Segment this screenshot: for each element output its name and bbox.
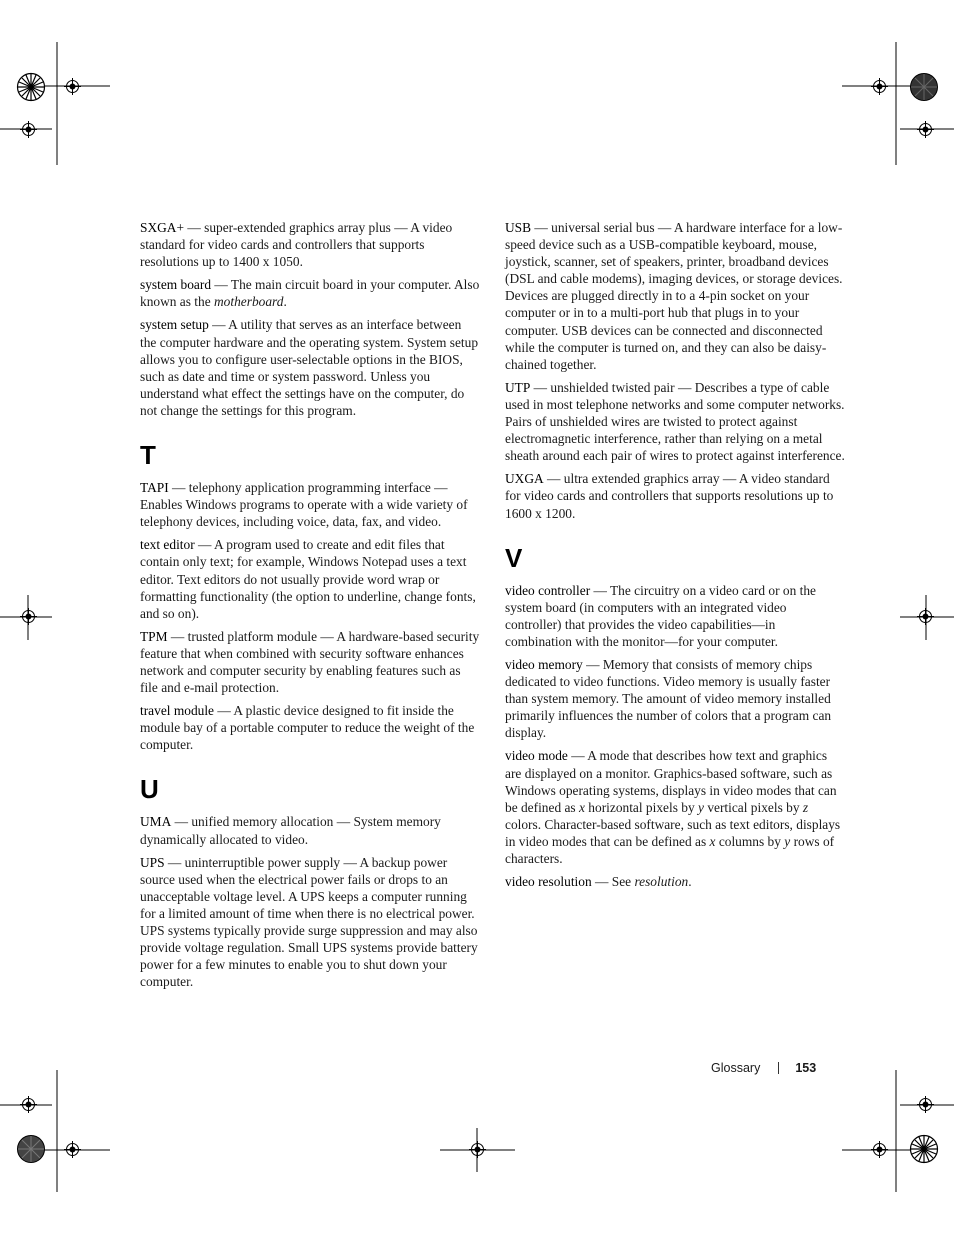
glossary-definition: — universal serial bus — A hardware interface for a low-speed device such as a USB-compatible keyboard, mouse, joystick, scanner, set of speakers, printer, broadband devices (DSL and cable modems), imaging devices, or storage devices. Devices are plugged directly in to a 4-pin socket on your computer or in to a multi-port hub that plugs in to your computer. USB devices can be connected and disconnected while the computer is turned on, and they can also be daisy-chained together.	[505, 220, 843, 372]
registration-crosshair	[20, 1096, 37, 1118]
variable-y: y	[698, 799, 704, 815]
registration-crosshair	[64, 78, 81, 100]
starburst-target	[16, 1134, 46, 1169]
glossary-definition: — super-extended graphics array plus — A video standard for video cards and controllers that supports resolutions up to 1400 x 1050.	[140, 220, 453, 270]
footer-section-label: Glossary	[711, 1061, 761, 1075]
glossary-definition: — telephony application programming interface — Enables Windows programs to operate with a wide variety of telephony devices, including voice, data, fax, and video.	[140, 480, 468, 530]
glossary-entry	[140, 219, 480, 270]
variable-z: z	[802, 799, 809, 815]
glossary-definition: rows of characters.	[505, 833, 835, 866]
registration-crosshair	[917, 1096, 934, 1118]
registration-crosshair	[917, 608, 934, 630]
glossary-definition: horizontal pixels by	[584, 799, 699, 815]
glossary-term: UPS	[140, 854, 165, 870]
glossary-term: UTP	[505, 379, 531, 395]
glossary-term: text editor	[140, 537, 195, 553]
glossary-entry	[140, 628, 480, 696]
glossary-entry	[140, 813, 480, 847]
footer-divider	[778, 1062, 779, 1074]
registration-crosshair	[469, 1141, 486, 1163]
glossary-entry	[140, 479, 480, 530]
glossary-definition: — trusted platform module — A hardware-based security feature that when combined with security software enhances network and computer security by enabling features such as file and e-mail protection.	[140, 628, 480, 696]
page-number: 153	[795, 1061, 817, 1075]
glossary-term: video controller	[505, 582, 591, 598]
starburst-target	[16, 72, 46, 107]
glossary-term: system board	[140, 277, 212, 293]
glossary-term: SXGA+	[140, 220, 185, 235]
registration-crosshair	[64, 1141, 81, 1163]
section-heading-t: T	[140, 440, 156, 471]
registration-crosshair	[871, 78, 888, 100]
right-column	[505, 219, 845, 896]
glossary-entry	[505, 656, 845, 741]
starburst-target	[909, 1134, 939, 1169]
registration-crosshair	[20, 121, 37, 143]
glossary-term: UMA	[140, 814, 172, 830]
glossary-definition: — See	[591, 874, 635, 890]
glossary-term: TAPI	[140, 480, 169, 496]
left-column	[140, 219, 480, 996]
page-footer	[711, 1061, 816, 1075]
glossary-term: video resolution	[505, 874, 592, 890]
section-heading-v: V	[505, 542, 523, 573]
glossary-definition: — uninterruptible power supply — A backup power source used when the electrical power fails or drops to an unacceptable voltage level. A UPS keeps a computer running for a limited amount of time when there is no electrical power. UPS systems typically provide surge suppression and may also provide voltage regulation. Small UPS systems provide battery power for a few minutes to enable you to shut down your computer.	[140, 854, 478, 990]
glossary-reference: motherboard	[214, 294, 284, 310]
glossary-entry	[505, 582, 845, 650]
glossary-definition: — ultra extended graphics array — A video standard for video cards and controllers that supports resolutions up to 1600 x 1200.	[505, 471, 834, 521]
glossary-entry	[505, 747, 845, 867]
glossary-entry	[140, 702, 480, 753]
glossary-definition: vertical pixels by	[703, 799, 803, 815]
glossary-term: system setup	[140, 317, 209, 333]
registration-crosshair	[917, 121, 934, 143]
glossary-definition: columns by	[715, 833, 785, 849]
glossary-entry	[140, 536, 480, 621]
glossary-entry	[505, 470, 845, 521]
glossary-definition: colors. Character-based software, such as text editors, displays in video modes that can be defined as	[505, 816, 841, 849]
glossary-definition: — A plastic device designed to fit inside the module bay of a portable computer to reduce the weight of the computer.	[140, 703, 475, 753]
glossary-definition: — A mode that describes how text and graphics are displayed on a monitor. Graphics-based software, such as Windows operating systems, displays in video modes that can be defined as	[505, 748, 837, 815]
glossary-reference: resolution	[634, 874, 689, 890]
glossary-entry	[140, 854, 480, 991]
glossary-definition: — The circuitry on a video card or on the system board (in computers with an integrated video controller) that provides the video capabilities—in combination with the monitor—for your computer.	[505, 582, 816, 649]
glossary-term: UXGA	[505, 471, 544, 487]
glossary-definition: — The main circuit board in your computer. Also known as the	[140, 277, 480, 310]
section-heading-u: U	[140, 774, 159, 805]
glossary-entry	[505, 219, 845, 373]
glossary-term: USB	[505, 220, 532, 235]
glossary-entry	[140, 316, 480, 419]
glossary-entry	[140, 276, 480, 310]
variable-y: y	[784, 833, 791, 849]
variable-x: x	[709, 833, 716, 849]
glossary-term: TPM	[140, 628, 168, 644]
glossary-definition-tail: .	[283, 294, 287, 310]
glossary-definition-tail: .	[688, 874, 692, 890]
glossary-term: video memory	[505, 656, 583, 672]
glossary-entry	[505, 379, 845, 464]
glossary-definition: — unified memory allocation — System memory dynamically allocated to video.	[140, 814, 441, 847]
registration-crosshair	[871, 1141, 888, 1163]
glossary-definition: — unshielded twisted pair — Describes a type of cable used in most telephone networks and some computer networks. Pairs of unshielded wires are twisted to protect against electromagnetic interference, rather than relying on a metal sheath around each pair of wires to protect against interference.	[505, 379, 845, 464]
glossary-entry	[505, 873, 845, 890]
glossary-definition: — Memory that consists of memory chips dedicated to video functions. Video memory is usually faster than system memory. The amount of video memory installed primarily influences the number of colors that a program can display.	[505, 656, 832, 741]
glossary-definition: — A program used to create and edit files that contain only text; for example, Windows Notepad uses a text editor. Text editors do not usually provide word wrap or formatting functionality (the option to underline, change fonts, and so on).	[140, 537, 476, 621]
registration-crosshair	[20, 608, 37, 630]
glossary-definition: — A utility that serves as an interface between the computer hardware and the operating system. System setup allows you to configure user-selectable options in the BIOS, such as date and time or system password. Unless you understand what effect the settings have on the computer, do not change the settings for this program.	[140, 317, 479, 418]
variable-x: x	[579, 799, 585, 815]
starburst-target	[909, 72, 939, 107]
glossary-term: travel module	[140, 703, 214, 719]
glossary-term: video mode	[505, 748, 568, 764]
